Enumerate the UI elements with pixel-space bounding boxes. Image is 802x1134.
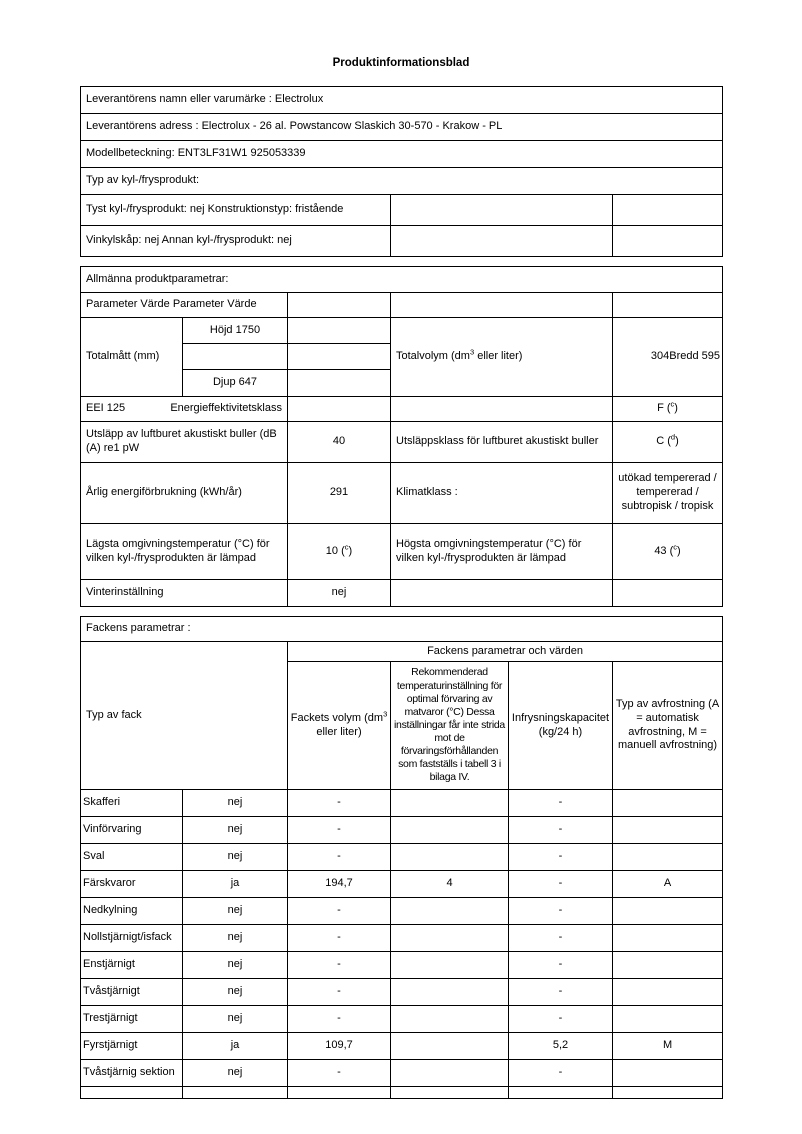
compartment-capacity-cell: - xyxy=(509,844,613,871)
compartment-name-cell: Färskvaror xyxy=(81,871,183,898)
product-type-heading-cell: Typ av kyl-/frysprodukt: xyxy=(81,168,723,195)
min-temp-sup: c xyxy=(344,541,349,551)
temperature-header-cell: Rekommenderad temperaturinställning för optimal förvaring av matvaror (°C) Dessa inställningar får inte strida mot de förvaringsförhållanden som fastställs i tabell 3 i bilaga IV. xyxy=(391,662,509,790)
freezing-capacity-header-cell: Infrysningskapacitet (kg/24 h) xyxy=(509,662,613,790)
compartment-volume-cell: - xyxy=(288,898,391,925)
compartment-defrost-cell xyxy=(613,979,723,1006)
compartment-temp-cell xyxy=(391,925,509,952)
empty-cell xyxy=(288,344,391,370)
compartment-volume-cell: - xyxy=(288,925,391,952)
eei-value: EEI 125 xyxy=(86,402,126,415)
compartment-present-cell: nej xyxy=(183,844,288,871)
compartment-row xyxy=(81,952,723,979)
compartment-defrost-cell xyxy=(613,925,723,952)
compartment-row-partial xyxy=(81,1087,723,1099)
compartment-volume-cell: 194,7 xyxy=(288,871,391,898)
compartment-row xyxy=(81,871,723,898)
compartment-capacity-cell: - xyxy=(509,1060,613,1087)
compartment-capacity-cell: - xyxy=(509,898,613,925)
depth-value-cell: Djup 647 xyxy=(183,370,288,397)
compartment-capacity-cell: - xyxy=(509,952,613,979)
empty-cell xyxy=(288,370,391,397)
parameter-value-header-cell: Parameter Värde Parameter Värde xyxy=(81,293,288,318)
compartment-defrost-cell: A xyxy=(613,871,723,898)
compartment-temp-cell xyxy=(391,790,509,817)
winter-setting-value-cell: nej xyxy=(288,580,391,607)
noise-class-value-cell xyxy=(613,422,723,463)
compartment-volume-cell: - xyxy=(288,1060,391,1087)
compartment-name-cell: Skafferi xyxy=(81,790,183,817)
compartment-temp-cell xyxy=(391,1060,509,1087)
volume-header-cell xyxy=(288,662,391,790)
total-volume-value-cell: 304Bredd 595 xyxy=(613,318,723,397)
compartment-name-cell: Enstjärnigt xyxy=(81,952,183,979)
compartment-temp-cell xyxy=(391,1033,509,1060)
min-temp-label-cell: Lägsta omgivningstemperatur (°C) för vilken kyl-/frysprodukten är lämpad xyxy=(81,524,288,580)
general-parameters-heading-cell: Allmänna produktparametrar: xyxy=(81,267,723,293)
compartment-defrost-cell xyxy=(613,952,723,979)
max-temp-label-cell: Högsta omgivningstemperatur (°C) för vilken kyl-/frysprodukten är lämpad xyxy=(391,524,613,580)
empty-cell xyxy=(183,344,288,370)
compartment-defrost-cell: M xyxy=(613,1033,723,1060)
general-parameters-table xyxy=(80,266,723,607)
energy-class-sup: c xyxy=(670,399,675,409)
supplier-address-cell: Leverantörens adress : Electrolux - 26 al. Powstancow Slaskich 30-570 - Krakow - PL xyxy=(81,114,723,141)
compartment-volume-cell: 109,7 xyxy=(288,1033,391,1060)
compartment-volume-cell: - xyxy=(288,1006,391,1033)
empty-cell xyxy=(613,1087,723,1099)
empty-cell xyxy=(391,397,613,422)
compartment-temp-cell xyxy=(391,1006,509,1033)
compartment-temp-cell xyxy=(391,817,509,844)
compartment-row xyxy=(81,925,723,952)
volume-header-suffix: eller liter) xyxy=(316,725,362,738)
compartment-defrost-cell xyxy=(613,844,723,871)
total-volume-label-prefix: Totalvolym (dm xyxy=(396,350,470,363)
volume-header-sup: 3 xyxy=(383,709,388,719)
min-temp-suffix: ) xyxy=(348,544,353,557)
compartment-volume-cell: - xyxy=(288,790,391,817)
compartment-temp-cell xyxy=(391,979,509,1006)
eei-split xyxy=(86,402,282,416)
empty-cell xyxy=(613,195,723,226)
dimensions-label-cell: Totalmått (mm) xyxy=(81,318,183,397)
compartment-temp-cell xyxy=(391,952,509,979)
compartment-present-cell: nej xyxy=(183,1006,288,1033)
supplier-name-cell: Leverantörens namn eller varumärke : Electrolux xyxy=(81,87,723,114)
compartment-present-cell: nej xyxy=(183,952,288,979)
compartment-defrost-cell xyxy=(613,1060,723,1087)
max-temp-value-cell xyxy=(613,524,723,580)
compartment-defrost-cell xyxy=(613,1006,723,1033)
annual-energy-value-cell: 291 xyxy=(288,463,391,524)
compartment-name-cell: Nedkylning xyxy=(81,898,183,925)
noise-value-cell: 40 xyxy=(288,422,391,463)
energy-class-value-cell xyxy=(613,397,723,422)
empty-cell xyxy=(288,293,391,318)
empty-cell xyxy=(391,195,613,226)
compartment-name-cell: Sval xyxy=(81,844,183,871)
total-volume-label-sup: 3 xyxy=(469,347,475,357)
annual-energy-label-cell: Årlig energiförbrukning (kWh/år) xyxy=(81,463,288,524)
compartment-name-cell: Vinförvaring xyxy=(81,817,183,844)
wine-other-cell: Vinkylskåp: nej Annan kyl-/frysprodukt: nej xyxy=(81,226,391,257)
compartment-capacity-cell: - xyxy=(509,979,613,1006)
supplier-info-table xyxy=(80,86,723,257)
quiet-construction-cell: Tyst kyl-/frysprodukt: nej Konstruktionstyp: fristående xyxy=(81,195,391,226)
compartment-row xyxy=(81,898,723,925)
empty-cell xyxy=(509,1087,613,1099)
compartment-row xyxy=(81,1006,723,1033)
compartment-volume-cell: - xyxy=(288,979,391,1006)
compartment-present-cell: nej xyxy=(183,790,288,817)
eei-cell xyxy=(81,397,288,422)
compartment-volume-cell: - xyxy=(288,952,391,979)
height-value-cell: Höjd 1750 xyxy=(183,318,288,344)
defrost-type-header-cell: Typ av avfrostning (A = automatisk avfrostning, M = manuell avfrostning) xyxy=(613,662,723,790)
compartment-defrost-cell xyxy=(613,790,723,817)
total-volume-label-cell xyxy=(391,318,613,397)
total-volume-label-suffix: eller liter) xyxy=(474,350,523,363)
climate-class-label-cell: Klimatklass : xyxy=(391,463,613,524)
compartment-row xyxy=(81,979,723,1006)
compartment-present-cell: nej xyxy=(183,925,288,952)
compartment-defrost-cell xyxy=(613,898,723,925)
empty-cell xyxy=(613,226,723,257)
compartment-present-cell: ja xyxy=(183,1033,288,1060)
compartment-temp-cell xyxy=(391,844,509,871)
compartment-row xyxy=(81,817,723,844)
compartment-name-cell: Tvåstjärnigt xyxy=(81,979,183,1006)
empty-cell xyxy=(613,580,723,607)
document-title: Produktinformationsblad xyxy=(332,57,470,69)
empty-cell xyxy=(391,226,613,257)
noise-class-prefix: C ( xyxy=(656,435,671,448)
winter-setting-label-cell: Vinterinställning xyxy=(81,580,288,607)
compartments-heading-cell: Fackens parametrar : xyxy=(81,617,723,642)
compartments-table-title-cell: Fackens parametrar och värden xyxy=(288,642,723,662)
noise-class-label-cell: Utsläppsklass för luftburet akustiskt buller xyxy=(391,422,613,463)
compartment-capacity-cell: - xyxy=(509,1006,613,1033)
compartment-row xyxy=(81,1060,723,1087)
energy-class-suffix: ) xyxy=(674,402,678,415)
empty-cell xyxy=(288,318,391,344)
compartment-capacity-cell: - xyxy=(509,925,613,952)
compartment-row xyxy=(81,790,723,817)
empty-cell xyxy=(391,580,613,607)
model-cell: Modellbeteckning: ENT3LF31W1 925053339 xyxy=(81,141,723,168)
energy-class-label: Energieffektivitetsklass xyxy=(170,402,282,415)
compartment-capacity-cell: 5,2 xyxy=(509,1033,613,1060)
climate-class-value-cell: utökad tempererad / tempererad / subtropisk / tropisk xyxy=(613,463,723,524)
compartment-present-cell: ja xyxy=(183,871,288,898)
noise-class-sup: d xyxy=(670,432,676,442)
noise-class-suffix: ) xyxy=(675,435,679,448)
compartment-volume-cell: - xyxy=(288,844,391,871)
compartment-capacity-cell: - xyxy=(509,790,613,817)
compartment-name-cell: Nollstjärnigt/isfack xyxy=(81,925,183,952)
compartment-temp-cell xyxy=(391,898,509,925)
empty-cell xyxy=(613,293,723,318)
compartment-row xyxy=(81,844,723,871)
compartment-capacity-cell: - xyxy=(509,817,613,844)
compartment-volume-cell: - xyxy=(288,817,391,844)
max-temp-suffix: ) xyxy=(677,544,681,557)
compartment-present-cell: nej xyxy=(183,1060,288,1087)
max-temp-prefix: 43 ( xyxy=(654,544,674,557)
compartment-type-header-cell: Typ av fack xyxy=(81,642,288,790)
compartment-name-cell: Tvåstjärnig sektion xyxy=(81,1060,183,1087)
empty-cell xyxy=(391,293,613,318)
min-temp-value-cell xyxy=(288,524,391,580)
energy-class-prefix: F ( xyxy=(657,402,671,415)
empty-cell xyxy=(288,1087,391,1099)
max-temp-sup: c xyxy=(673,541,678,551)
min-temp-prefix: 10 ( xyxy=(325,544,345,557)
compartment-name-cell: Fyrstjärnigt xyxy=(81,1033,183,1060)
compartment-temp-cell: 4 xyxy=(391,871,509,898)
empty-cell xyxy=(81,1087,183,1099)
compartment-name-cell: Trestjärnigt xyxy=(81,1006,183,1033)
compartment-row xyxy=(81,1033,723,1060)
compartments-table xyxy=(80,616,723,1099)
compartment-capacity-cell: - xyxy=(509,871,613,898)
noise-label-cell: Utsläpp av luftburet akustiskt buller (dB (A) re1 pW xyxy=(81,422,288,463)
empty-cell xyxy=(183,1087,288,1099)
compartment-defrost-cell xyxy=(613,817,723,844)
compartment-present-cell: nej xyxy=(183,979,288,1006)
empty-cell xyxy=(391,1087,509,1099)
empty-cell xyxy=(288,397,391,422)
compartment-present-cell: nej xyxy=(183,817,288,844)
volume-header-prefix: Fackets volym (dm xyxy=(290,711,384,724)
compartment-present-cell: nej xyxy=(183,898,288,925)
